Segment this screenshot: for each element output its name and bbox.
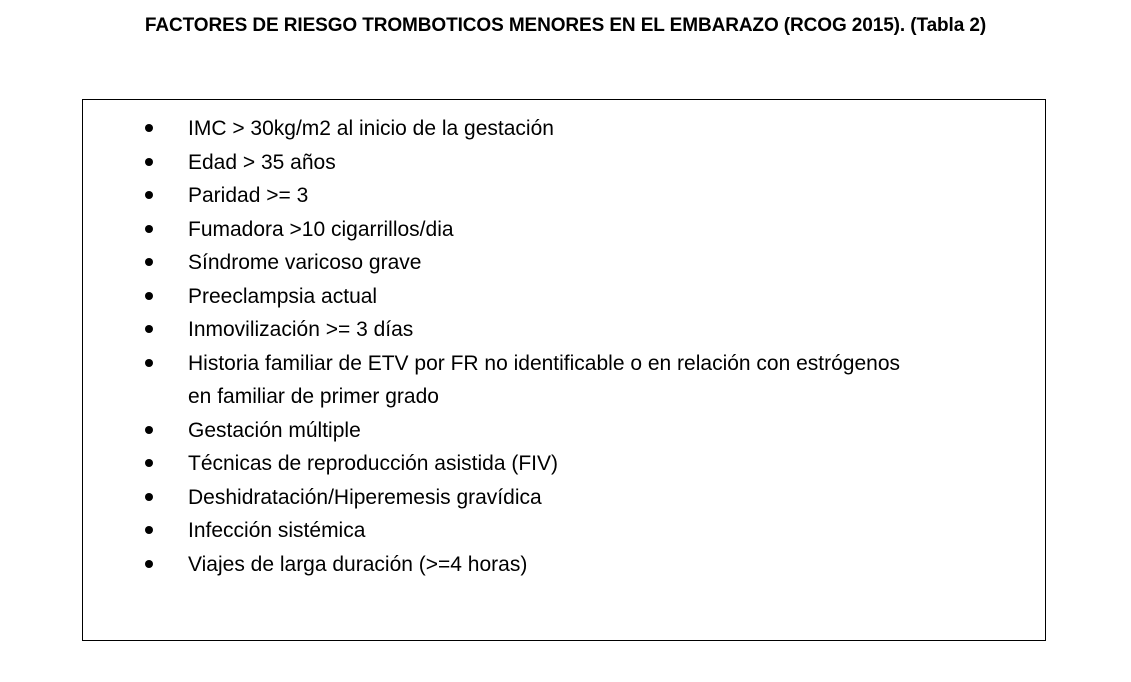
list-item (83, 213, 1023, 247)
bullet-icon (145, 359, 153, 367)
list-item (83, 280, 1023, 314)
list-item (83, 347, 1023, 414)
list-item (83, 414, 1023, 448)
list-item-text: Preeclampsia actual (188, 284, 378, 308)
bullet-icon (145, 158, 153, 166)
list-item-text: Historia familiar de ETV por FR no identificable o en relación con estrógenos en familiar de primer grado (188, 351, 901, 408)
list-item-text: Técnicas de reproducción asistida (FIV) (188, 452, 558, 475)
bullet-icon (145, 426, 153, 434)
bullet-icon (145, 459, 153, 467)
list-item (83, 481, 1023, 515)
list-item-text: Inmovilización >= 3 días (188, 318, 414, 341)
bullet-icon (145, 560, 153, 568)
list-item (83, 146, 1023, 180)
list-item (83, 548, 1023, 582)
bullet-icon (145, 124, 153, 132)
bullet-icon (145, 191, 153, 199)
list-item (83, 313, 1023, 347)
list-item-text: Deshidratación/Hiperemesis gravídica (188, 485, 542, 509)
list-item-text: IMC > 30kg/m2 al inicio de la gestación (188, 117, 554, 140)
list-item (83, 179, 1023, 213)
risk-factors-box (82, 99, 1046, 641)
list-item (83, 447, 1023, 481)
bullet-icon (145, 526, 153, 534)
bullet-icon (145, 258, 153, 266)
bullet-icon (145, 292, 153, 300)
list-item-text: Fumadora >10 cigarrillos/dia (188, 217, 454, 241)
list-item (83, 514, 1023, 548)
list-item (83, 112, 1023, 146)
document-title: FACTORES DE RIESGO TROMBOTICOS MENORES EN EL EMBARAZO (RCOG 2015). (Tabla 2) (144, 15, 987, 36)
risk-factors-list (83, 112, 1023, 581)
bullet-icon (145, 225, 153, 233)
list-item-text: Viajes de larga duración (>=4 horas) (188, 552, 528, 576)
list-item-text: Edad > 35 años (188, 150, 336, 174)
list-item-text: Gestación múltiple (188, 418, 361, 442)
list-item-text: Síndrome varicoso grave (188, 251, 422, 274)
bullet-icon (145, 325, 153, 333)
bullet-icon (145, 493, 153, 501)
list-item (83, 246, 1023, 280)
list-item-text: Infección sistémica (188, 519, 366, 542)
list-item-text: Paridad >= 3 (188, 184, 309, 207)
